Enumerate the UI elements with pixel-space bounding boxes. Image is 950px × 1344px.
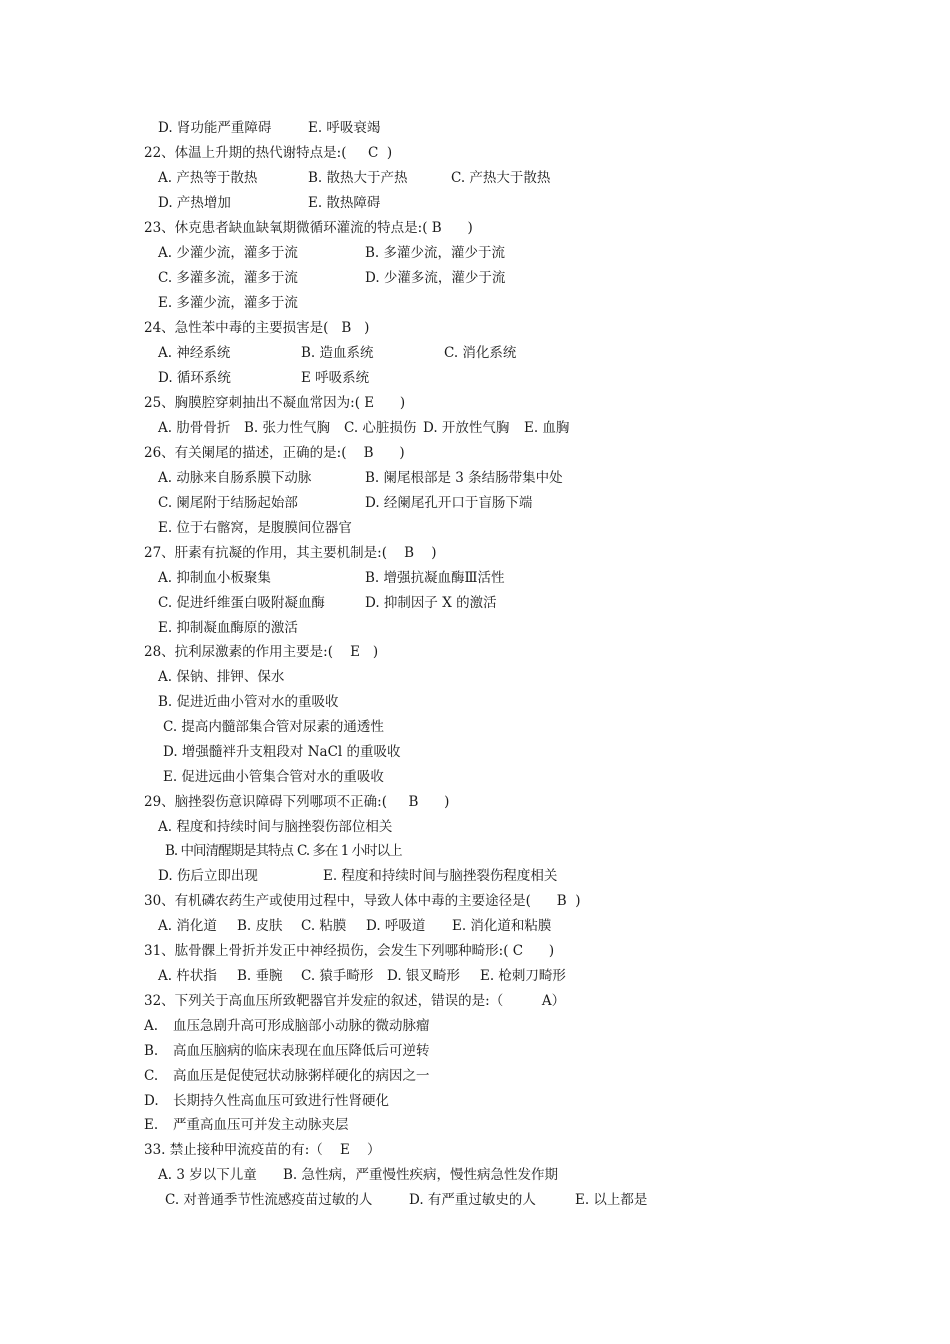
- question-text: 29、脑挫裂伤意识障碍下列哪项不正确:( B ): [144, 794, 450, 810]
- question-line: [0, 790, 450, 814]
- option: B. 皮肤: [237, 918, 283, 934]
- question-line: [0, 316, 370, 340]
- option: B. 中间清醒期是其特点: [165, 843, 294, 859]
- option: C. 对普通季节性流感疫苗过敏的人: [165, 1192, 373, 1208]
- option: E. 抑制凝血酶原的激活: [158, 620, 298, 636]
- option: B. 促进近曲小管对水的重吸收: [158, 694, 339, 710]
- option: A. 程度和持续时间与脑挫裂伤部位相关: [158, 819, 393, 835]
- option-line: [0, 690, 339, 714]
- option-line: [0, 591, 497, 615]
- option: B. 造血系统: [301, 345, 374, 361]
- option-line: [0, 1039, 430, 1063]
- option-line: [0, 1064, 430, 1088]
- option-line: [0, 116, 381, 140]
- option-line: [0, 914, 552, 938]
- question-text: 24、急性苯中毒的主要损害是( B ): [144, 320, 370, 336]
- option-letter: E.: [144, 1117, 159, 1133]
- option-line: [0, 1089, 389, 1113]
- question-text: 23、休克患者缺血缺氧期微循环灌流的特点是:( B ): [144, 220, 473, 236]
- option-line: [0, 516, 352, 540]
- option: D. 呼吸道: [366, 918, 426, 934]
- option: A. 抑制血小板聚集: [158, 570, 271, 586]
- question-text: 30、有机磷农药生产或使用过程中，导致人体中毒的主要途径是( B ): [144, 893, 581, 909]
- question-line: [0, 640, 379, 664]
- option-line: [0, 964, 566, 988]
- option-line: [0, 366, 370, 390]
- option: E. 程度和持续时间与脑挫裂伤程度相关: [323, 868, 558, 884]
- question-line: [0, 989, 566, 1013]
- option: D. 增强髓袢升支粗段对 NaCl 的重吸收: [163, 744, 401, 760]
- question-text: 33. 禁止接种甲流疫苗的有:（ E ）: [144, 1142, 381, 1158]
- option: E. 血胸: [524, 420, 570, 436]
- option: B. 增强抗凝血酶Ⅲ活性: [365, 570, 505, 586]
- question-text: 31、肱骨髁上骨折并发正中神经损伤，会发生下列哪种畸形:( C ): [144, 943, 555, 959]
- option: 严重高血压可并发主动脉夹层: [173, 1117, 349, 1133]
- option: A. 动脉来自肠系膜下动脉: [158, 470, 312, 486]
- option: B. 散热大于产热: [308, 170, 408, 186]
- option: B. 张力性气胸: [244, 420, 331, 436]
- option-line: [0, 341, 517, 365]
- option: A. 肋骨骨折: [158, 420, 231, 436]
- option: D. 少灌多流，灌少于流: [365, 270, 506, 286]
- option: E. 呼吸衰竭: [308, 120, 381, 136]
- option-line: [0, 1188, 648, 1212]
- option: A. 产热等于散热: [158, 170, 258, 186]
- option: 高血压脑病的临床表现在血压降低后可逆转: [173, 1043, 430, 1059]
- option-line: [0, 566, 505, 590]
- option-line: [0, 715, 384, 739]
- option: C. 促进纤维蛋白吸附凝血酶: [158, 595, 325, 611]
- question-text: 32、下列关于高血压所致靶器官并发症的叙述，错误的是:（ A）: [144, 993, 566, 1009]
- question-line: [0, 889, 581, 913]
- option: C. 粘膜: [301, 918, 347, 934]
- option: B. 多灌少流，灌少于流: [365, 245, 506, 261]
- option-line: [0, 166, 551, 190]
- option: E. 散热障碍: [308, 195, 381, 211]
- option-line: [0, 491, 533, 515]
- option: C. 心脏损伤: [344, 420, 417, 436]
- option-line: [0, 1163, 559, 1187]
- option: C. 多在 1 小时以上: [297, 843, 402, 859]
- option-letter: C.: [144, 1068, 159, 1084]
- option: B. 急性病，严重慢性疾病，慢性病急性发作期: [283, 1167, 559, 1183]
- option: D. 抑制因子 X 的激活: [365, 595, 497, 611]
- option: D. 产热增加: [158, 195, 231, 211]
- question-line: [0, 541, 437, 565]
- option-line: [0, 1014, 430, 1038]
- option: E. 多灌少流，灌多于流: [158, 295, 298, 311]
- option: A. 消化道: [158, 918, 217, 934]
- option-line: [0, 191, 381, 215]
- option: C. 猿手畸形: [301, 968, 374, 984]
- question-line: [0, 391, 406, 415]
- option: D. 银叉畸形: [387, 968, 460, 984]
- option: D. 肾功能严重障碍: [158, 120, 272, 136]
- question-text: 25、胸膜腔穿刺抽出不凝血常因为:( E ): [144, 395, 406, 411]
- option: C. 多灌多流，灌多于流: [158, 270, 298, 286]
- option: 血压急剧升高可形成脑部小动脉的微动脉瘤: [173, 1018, 430, 1034]
- option: D. 有严重过敏史的人: [409, 1192, 536, 1208]
- option: A. 神经系统: [158, 345, 231, 361]
- option: A. 保钠、排钾、保水: [158, 669, 285, 685]
- option-line: [0, 266, 506, 290]
- option: E. 促进远曲小管集合管对水的重吸收: [163, 769, 384, 785]
- option: D. 经阑尾孔开口于盲肠下端: [365, 495, 533, 511]
- question-line: [0, 939, 555, 963]
- option: D. 伤后立即出现: [158, 868, 258, 884]
- option: B. 垂腕: [237, 968, 283, 984]
- option: E 呼吸系统: [301, 370, 370, 386]
- option: C. 提高内髓部集合管对尿素的通透性: [163, 719, 384, 735]
- option-letter: B.: [144, 1043, 159, 1059]
- option: 长期持久性高血压可致进行性肾硬化: [173, 1093, 389, 1109]
- option: E. 位于右髂窝，是腹膜间位器官: [158, 520, 352, 536]
- option-line: [0, 616, 298, 640]
- option-line: [0, 765, 384, 789]
- question-line: [0, 216, 473, 240]
- option-line: [0, 815, 393, 839]
- option-line: [0, 740, 401, 764]
- option: A. 杵状指: [158, 968, 217, 984]
- option: A. 少灌少流，灌多于流: [158, 245, 298, 261]
- question-text: 26、有关阑尾的描述，正确的是:( B ): [144, 445, 405, 461]
- option: E. 以上都是: [575, 1192, 648, 1208]
- option: B. 阑尾根部是 3 条结肠带集中处: [365, 470, 563, 486]
- option: C. 阑尾附于结肠起始部: [158, 495, 298, 511]
- option-line: [0, 466, 563, 490]
- option: A. 3 岁以下儿童: [158, 1167, 257, 1183]
- question-text: 27、肝素有抗凝的作用，其主要机制是:( B ): [144, 545, 437, 561]
- option: D. 开放性气胸: [423, 420, 510, 436]
- option-line: [0, 665, 285, 689]
- question-text: 28、抗利尿激素的作用主要是:( E ): [144, 644, 379, 660]
- option-line: [0, 864, 558, 888]
- option-line: [0, 839, 402, 863]
- option-line: [0, 416, 570, 440]
- question-text: 22、体温上升期的热代谢特点是:( C ): [144, 145, 393, 161]
- option-letter: A.: [144, 1018, 159, 1034]
- option-line: [0, 291, 298, 315]
- option-line: [0, 241, 506, 265]
- option: D. 循环系统: [158, 370, 231, 386]
- option: E. 枪刺刀畸形: [480, 968, 566, 984]
- question-line: [0, 141, 393, 165]
- option: C. 产热大于散热: [451, 170, 551, 186]
- option-line: [0, 1113, 349, 1137]
- option-letter: D.: [144, 1093, 159, 1109]
- option: 高血压是促使冠状动脉粥样硬化的病因之一: [173, 1068, 430, 1084]
- question-line: [0, 441, 405, 465]
- option: C. 消化系统: [444, 345, 517, 361]
- option: E. 消化道和粘膜: [452, 918, 552, 934]
- question-line: [0, 1138, 381, 1162]
